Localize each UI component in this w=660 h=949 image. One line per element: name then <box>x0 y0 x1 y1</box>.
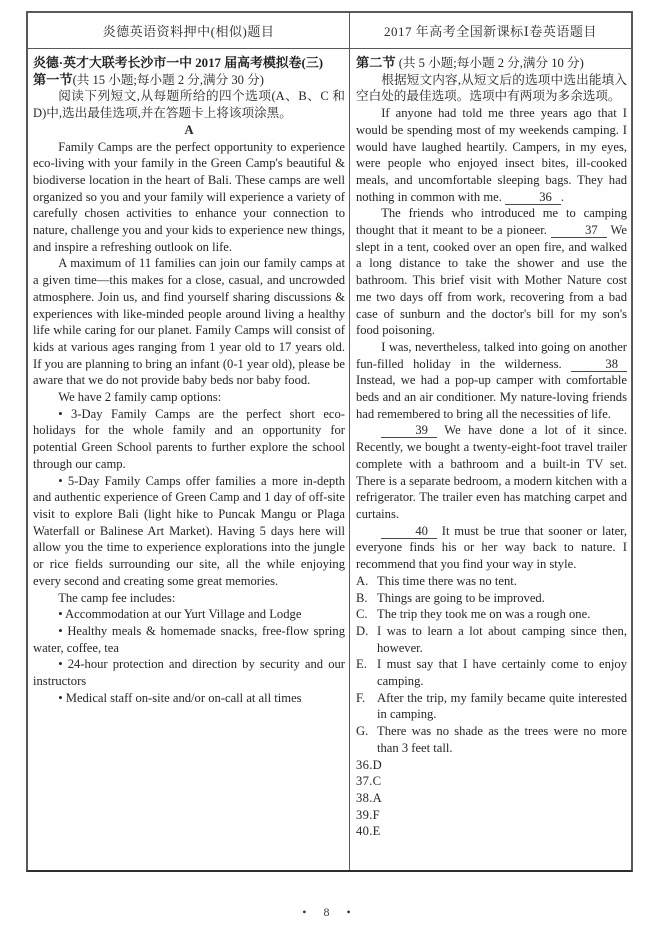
option-label: C. <box>356 607 368 622</box>
camp-options-intro: We have 2 family camp options: <box>58 390 222 405</box>
option-label: F. <box>356 690 366 705</box>
header-right-text: 2017 年高考全国新课标Ⅰ卷英语题目 <box>384 24 597 39</box>
option-text: Things are going to be improved. <box>377 590 545 605</box>
blank-36: 36 <box>505 190 561 205</box>
passage-paragraph-2: A maximum of 11 families can join our family camps at a given time—this makes for a close, casual, and uncrowded atmosphere. Join us, and find yourself sharing discussions & experiences with like-minded people around living a healthy life while caring for our planet. Family Camps will consist of kids at various ages ranging from 1 year old to 17 years old. If you are planning to bring an infant (0-1 year old), please be aware that we do not provide baby beds nor baby food. <box>33 256 345 388</box>
answer-line-40: 40.E <box>356 824 381 839</box>
answer-line-36: 36.D <box>356 757 383 772</box>
option-label: E. <box>356 657 367 672</box>
cloze-text: Instead, we had a pop-up camper with comfortable beds and an air conditioner. My nature-loving friends had remembered to bring all the necessities of life. <box>356 373 627 421</box>
section-one-heading <box>33 72 345 89</box>
section-two-heading <box>356 55 627 72</box>
passage-paragraph-1: Family Camps are the perfect opportunity to experience eco-living with your family in the Green Camp's beautiful & biodiverse location in the heart of Bali. These camps are well organized so you and your family will experience a variety of carefully chosen activities to enhance your connection to nature, challenge you and your kids to experience new things, and inspire a refreshing outlook on life. <box>33 139 345 254</box>
option-item-d <box>356 623 627 656</box>
cloze-text: We have done a lot of it since. Recently, we bought a twenty-eight-foot travel trailer complete with a bathroom and a built-in TV set. There is a separate bedroom, a modern kitchen with a refrigerator. The trailer even has matching carpet and curtains. <box>356 423 627 521</box>
section-one-label: 第一节 <box>33 71 73 87</box>
cloze-paragraph-5 <box>356 523 627 573</box>
option-item-e <box>356 656 627 689</box>
paper-title: 炎德·英才大联考长沙市一中 2017 届高考模拟卷(三) <box>33 56 324 70</box>
fee-item-accommodation: • Accommodation at our Yurt Village and Lodge <box>58 607 302 622</box>
option-label: B. <box>356 590 368 605</box>
passage-a-label: A <box>184 122 194 137</box>
header-cell-left <box>28 13 350 48</box>
option-label: A. <box>356 573 369 588</box>
camp-option-3-day: • 3-Day Family Camps are the perfect short eco-holidays for the whole family and an opportunity for potential Green School parents to further explore the school through our camp. <box>33 406 345 471</box>
option-text: This time there was no tent. <box>377 573 517 588</box>
page-number: • 8 • <box>302 905 358 919</box>
section-two-label: 第二节 <box>356 55 396 70</box>
option-text: There was no shade as the trees were no more than 3 feet tall. <box>377 724 627 755</box>
cloze-paragraph-2 <box>356 205 627 339</box>
blank-39: 39 <box>381 423 437 438</box>
option-item-c <box>356 606 627 623</box>
fee-item-meals: • Healthy meals & homemade snacks, free-flow spring water, coffee, tea <box>33 623 345 655</box>
cloze-text: . <box>560 189 564 204</box>
option-text: I was to learn a lot about camping since then, however. <box>377 623 627 655</box>
fee-item-protection: • 24-hour protection and direction by security and our instructors <box>33 657 345 689</box>
cloze-text: If anyone had told me three years ago that I would be spending most of my weekends camping. I would have laughed heartily. Campers, in my eyes, were people who enjoyed insect bites, ill-cooked meals, and uncomfortable sleeping bags. They had nothing in common with me. <box>356 106 627 204</box>
option-item-b <box>356 590 627 607</box>
fee-intro: The camp fee includes: <box>58 590 176 605</box>
table-header-row <box>28 13 631 49</box>
blank-37: 37 <box>551 223 607 238</box>
cloze-text: I was, nevertheless, talked into going on another fun-filled holiday in the wilderness. <box>356 339 627 371</box>
answer-line-39: 39.F <box>356 807 380 822</box>
camp-option-5-day: • 5-Day Family Camps offer families a more in-depth and authentic experience of Green Camp and 1 day of off-site visit to explore Bali (light hike to Puncak Mangu or Plaga Waterfall or Balinese Art Market). Having 5 days here will allow you the time to experience explorations into the jungle or rice fields surrounding our site, all the while enjoying every second and creating some great memories. <box>33 473 345 588</box>
right-column-gaokao-paper <box>350 49 631 870</box>
header-left-text: 炎德英语资料押中(相似)题目 <box>102 24 275 39</box>
option-text: I must say that I have certainly come to enjoy camping. <box>377 657 627 689</box>
cloze-paragraph-4 <box>356 422 627 522</box>
cloze-text: The friends who introduced me to camping thought that it meant to be a pioneer. <box>356 206 627 238</box>
blank-38: 38 <box>571 357 627 372</box>
section-two-instructions: 根据短文内容,从短文后的选项中选出能填入空白处的最佳选项。选项中有两项为多余选项。 <box>356 72 627 104</box>
option-item-g <box>356 723 627 756</box>
option-label: G. <box>356 724 369 739</box>
cloze-paragraph-1 <box>356 105 627 205</box>
left-column-mock-paper <box>28 49 350 870</box>
option-label: D. <box>356 623 369 638</box>
comparison-table <box>26 11 633 872</box>
option-item-f <box>356 690 627 723</box>
header-cell-right <box>350 13 631 48</box>
answer-line-38: 38.A <box>356 790 383 805</box>
cloze-paragraph-3 <box>356 339 627 423</box>
section-two-score: (共 5 小题;每小题 2 分,满分 10 分) <box>395 56 584 70</box>
section-one-score: (共 15 小题;每小题 2 分,满分 30 分) <box>72 72 264 87</box>
section-one-instructions: 阅读下列短文,从每题所给的四个选项(A、B、C 和 D)中,选出最佳选项,并在答题卡上将该项涂黑。 <box>33 89 345 121</box>
cloze-text: We slept in a tent, cooked over an open fire, and walked a long distance to take the shower and use the bathroom. This brief visit with Mother Nature cost me two days off from work, recovering from a bad case of sunburn and the doctor's bill for my son's food poisoning. <box>356 223 627 338</box>
table-body-row <box>28 49 631 870</box>
blank-40: 40 <box>381 524 437 539</box>
cloze-text: It must be true that sooner or later, everyone finds his or her way back to nature. I recommend that you find your way in style. <box>356 523 627 572</box>
option-text: The trip they took me on was a rough one. <box>377 607 591 622</box>
option-text: After the trip, my family became quite interested in camping. <box>377 690 627 722</box>
option-item-a <box>356 573 627 590</box>
fee-item-medical: • Medical staff on-site and/or on-call at all times <box>58 690 302 705</box>
answer-line-37: 37.C <box>356 774 382 789</box>
